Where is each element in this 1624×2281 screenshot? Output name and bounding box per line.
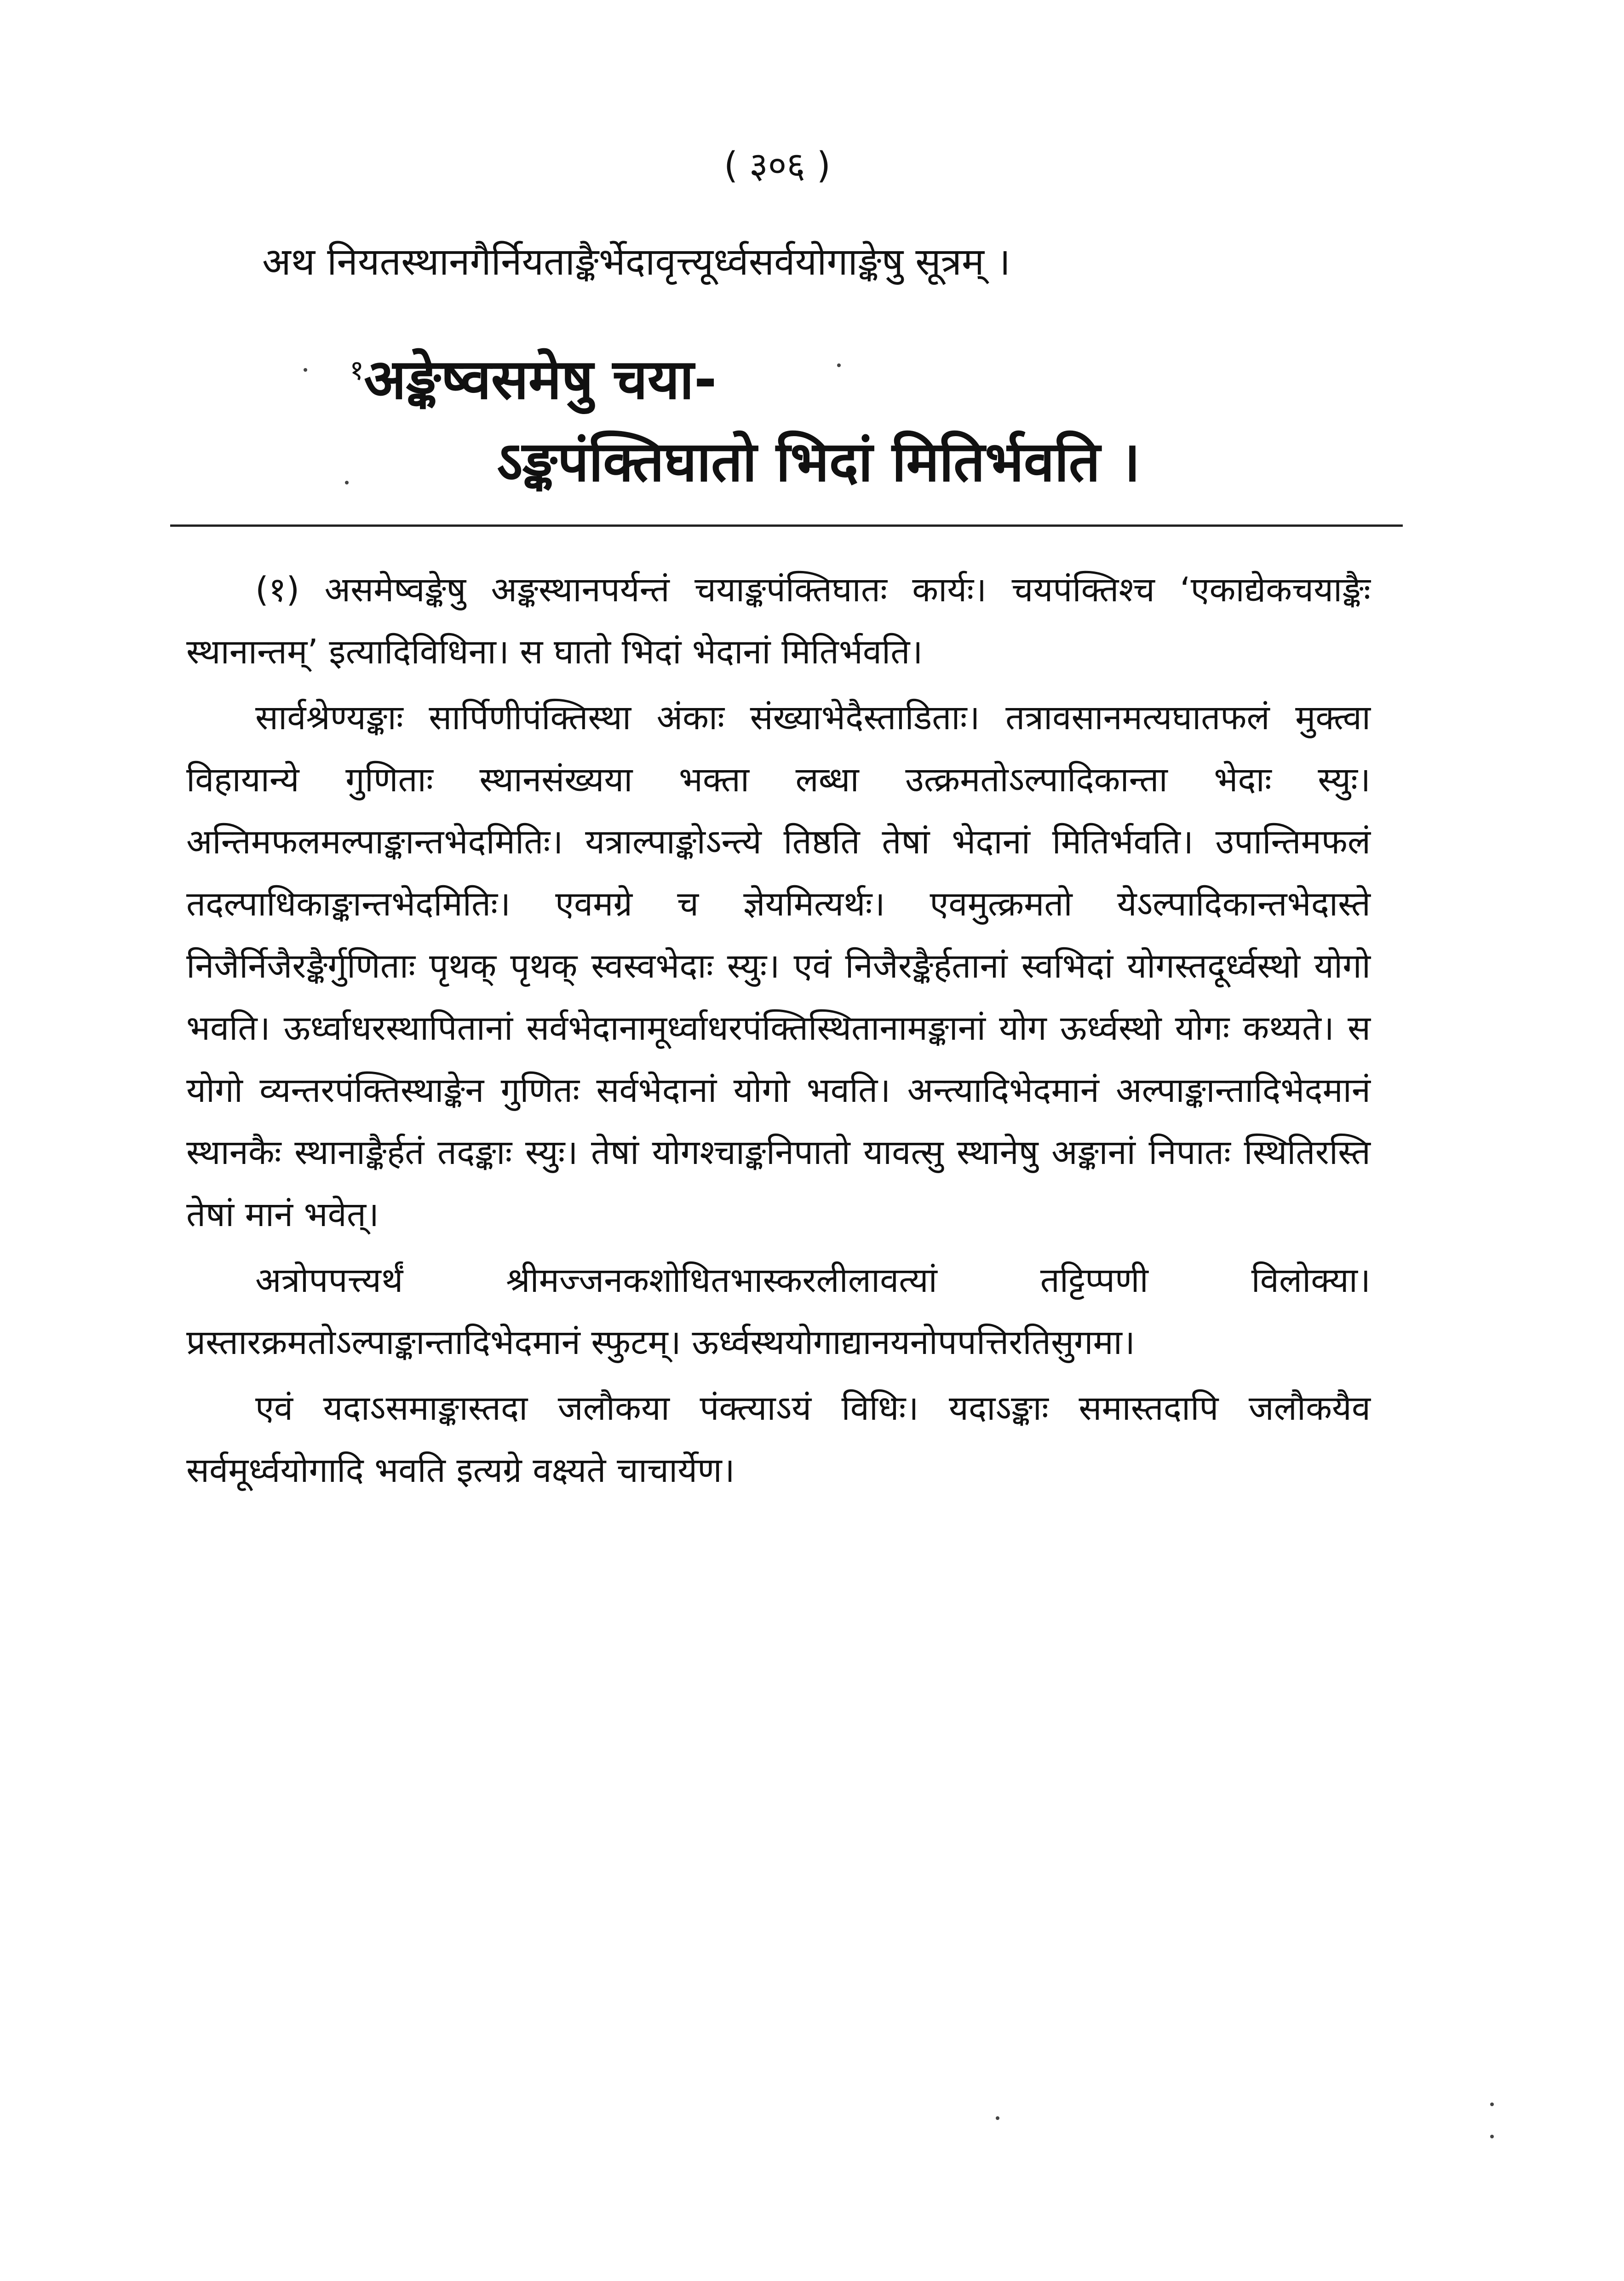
scan-speck xyxy=(1490,2135,1494,2138)
commentary-paragraph-2: सार्वश्रेण्यङ्काः सार्पिणीपंक्तिस्था अंकाः संख्याभेदैस्ताडिताः। तत्रावसानमत्यघातफलं मुक्त्वा विहायान्ये गुणिताः स्थानसंख्यया भक्ता लब्धा उत्क्रमतोऽल्पादिकान्ता भेदाः स्युः। अन्तिमफलमल्पाङ्कान्तभेदमितिः। यत्राल्पाङ्कोऽन्त्ये तिष्ठति तेषां भेदानां मितिर्भवति। उपान्तिमफलं तदल्पाधिकाङ्कान्तभेदमितिः। एवमग्रे च ज्ञेयमित्यर्थः। एवमुत्क्रमतो येऽल्पादिकान्तभेदास्ते निजैर्निजैरङ्कैर्गुणिताः पृथक् पृथक् स्वस्वभेदाः स्युः। एवं निजैरङ्कैर्हतानां स्वभिदां योगस्तदूर्ध्वस्थो योगो भवति। ऊर्ध्वाधरस्थापितानां सर्वभेदानामूर्ध्वाधरपंक्तिस्थितानामङ्कानां योग ऊर्ध्वस्थो योगः कथ्यते। स योगो व्यन्तरपंक्तिस्थाङ्केन गुणितः सर्वभेदानां योगो भवति। अन्त्यादिभेदमानं अल्पाङ्कान्तादिभेदमानं स्थानकैः स्थानाङ्कैर्हतं तदङ्काः स्युः। तेषां योगश्चाङ्कनिपातो यावत्सु स्थानेषु अङ्कानां निपातः स्थितिरस्ति तेषां मानं भवेत्। xyxy=(186,698,1371,1234)
commentary-paragraph-1: (१) असमेष्वङ्केषु अङ्कस्थानपर्यन्तं चयाङ्कपंक्तिघातः कार्यः। चयपंक्तिश्च ‘एकाद्येकचयाङ्कैः स्थानान्तम्’ इत्यादिविधिना। स घातो भिदां भेदानां मितिर्भवति। xyxy=(186,570,1371,672)
commentary-paragraph-3: अत्रोपपत्त्यर्थं श्रीमज्जनकशोधितभास्करलीलावत्यां तट्टिप्पणी विलोक्या। प्रस्तारक्रमतोऽल्पाङ्कान्तादिभेदमानं स्फुटम्। ऊर्ध्वस्थयोगाद्यानयनोपपत्तिरतिसुगमा। xyxy=(186,1261,1371,1362)
scan-speck xyxy=(1490,2102,1494,2106)
commentary-paragraph-4: एवं यदाऽसमाङ्कास्तदा जलौकया पंक्त्याऽयं विधिः। यदाऽङ्काः समास्तदापि जलौकयैव सर्वमूर्ध्वयोगादि भवति इत्यग्रे वक्ष्यते चाचार्येण। xyxy=(186,1388,1371,1490)
section-heading: अथ नियतस्थानगैर्नियताङ्कैर्भेदावृत्त्यूर्ध्वसर्वयोगाङ्केषु सूत्रम् । xyxy=(262,240,1011,284)
commentary-block xyxy=(186,559,1371,1505)
scan-speck xyxy=(837,363,841,367)
sutra-line-1-text: अङ्केष्वसमेषु चया- xyxy=(364,348,717,412)
sutra-line-1 xyxy=(350,331,717,419)
horizontal-divider xyxy=(170,524,1403,527)
scan-speck xyxy=(996,2116,999,2120)
scan-speck xyxy=(304,368,307,372)
sutra-line-2: ऽङ्कपंक्तिघातो भिदां मितिर्भवति । xyxy=(497,430,1141,494)
scan-speck xyxy=(345,481,349,484)
page-number: ( ३०६ ) xyxy=(723,145,831,186)
footnote-marker: १ xyxy=(350,354,364,386)
